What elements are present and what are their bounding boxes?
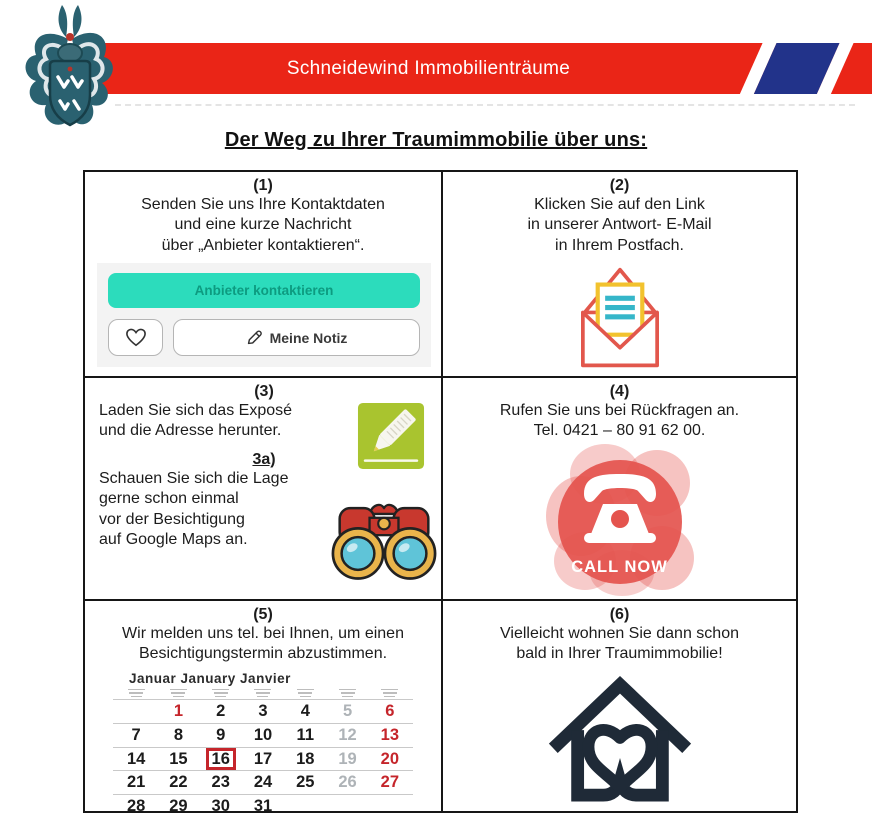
calendar-month-title: Januar January Janvier (129, 670, 291, 686)
step-3-cell (85, 378, 443, 601)
divider-rule (115, 104, 855, 106)
binoculars-icon (331, 494, 437, 584)
favorite-button[interactable] (108, 319, 163, 356)
calendar-day: 9 (216, 726, 226, 745)
calendar-week-row (113, 770, 413, 794)
heart-icon (125, 328, 147, 348)
page-title: Der Weg zu Ihrer Traumimmobilie über uns: (224, 129, 648, 151)
calendar-weekday-label (326, 688, 368, 700)
calendar-day: 23 (211, 773, 230, 792)
calendar-day: 19 (338, 749, 357, 768)
calendar-weekday-label (115, 688, 157, 700)
step-1-number: (1) (253, 177, 273, 194)
calendar-day: 10 (253, 726, 273, 745)
step-3-number: (3) (254, 383, 274, 400)
coat-of-arms-icon (20, 3, 120, 143)
calendar-day: 24 (253, 773, 273, 792)
step-5-line: Wir melden uns tel. bei Ihnen, um einen (122, 625, 404, 642)
step-3-line: und die Adresse herunter. (99, 422, 282, 440)
calendar-day: 21 (126, 773, 146, 792)
call-now-label: CALL NOW (571, 557, 668, 576)
calendar-week-row (113, 747, 413, 771)
calendar-day: 29 (169, 796, 188, 811)
calendar-day: 12 (338, 726, 357, 745)
calendar-week-row (113, 794, 413, 811)
step-4-cell (443, 378, 796, 601)
calendar-day: 26 (338, 773, 357, 792)
step-2-line: in Ihrem Postfach. (555, 236, 684, 254)
calendar-weekday-row (113, 688, 413, 700)
calendar-day: 15 (169, 749, 188, 768)
calendar-weekday-label (369, 688, 411, 700)
calendar-day-marked: 16 (200, 749, 242, 770)
pencil-icon (246, 329, 263, 346)
calendar-day: 5 (342, 702, 353, 721)
header-banner (75, 43, 872, 94)
my-note-button[interactable] (173, 319, 420, 356)
step-1-line: Senden Sie uns Ihre Kontaktdaten (141, 196, 385, 213)
calendar-day: 6 (385, 702, 395, 721)
calendar-day: 18 (296, 749, 315, 768)
step-6-cell (443, 601, 796, 811)
step-3a-line: vor der Besichtigung (99, 510, 245, 528)
step-3a-line: auf Google Maps an. (99, 531, 248, 549)
step-5-number: (5) (253, 606, 273, 623)
calendar-weekday-label (200, 688, 242, 700)
calendar-weekday-label (157, 688, 199, 700)
step-6-line: Vielleicht wohnen Sie dann schon (500, 625, 739, 642)
portal-widget (97, 263, 431, 367)
calendar-day (326, 796, 368, 811)
calendar-day: 13 (380, 726, 400, 745)
step-1-cell (85, 172, 443, 378)
step-5-line: Besichtigungstermin abzustimmen. (138, 645, 388, 663)
calendar-day: 11 (296, 726, 314, 745)
calendar-day (369, 796, 411, 811)
step-3a-number: 3a) (252, 450, 276, 468)
step-2-cell (443, 172, 796, 378)
step-3a-line: gerne schon einmal (99, 490, 239, 508)
calendar-day: 28 (126, 796, 146, 811)
step-2-line: in unserer Antwort- E-Mail (527, 216, 712, 234)
calendar-weeks (113, 699, 413, 811)
calendar-day: 25 (296, 773, 315, 792)
calendar (113, 671, 413, 811)
calendar-day (115, 701, 157, 722)
calendar-week-row (113, 723, 413, 747)
step-4-line: Rufen Sie uns bei Rückfragen an. (499, 402, 740, 419)
step-5-cell (85, 601, 443, 811)
calendar-day: 20 (380, 749, 400, 768)
banner-title: Schneidewind Immobilienträume (286, 58, 571, 79)
call-now-badge (544, 446, 696, 598)
step-1-line: und eine kurze Nachricht (174, 216, 352, 234)
calendar-day: 7 (131, 726, 141, 745)
steps-table (83, 170, 798, 813)
step-6-number: (6) (609, 606, 630, 623)
telephone-icon (570, 464, 670, 548)
calendar-week-row (113, 699, 413, 723)
calendar-day: 1 (173, 702, 184, 721)
calendar-day: 17 (253, 749, 273, 768)
calendar-day: 30 (211, 796, 230, 811)
calendar-weekday-label (284, 688, 326, 700)
calendar-day: 27 (380, 773, 400, 792)
step-2-line: Klicken Sie auf den Link (534, 196, 705, 213)
step-6-line: bald in Ihrer Traumimmobilie! (516, 645, 723, 663)
calendar-day: 3 (258, 702, 268, 721)
step-3-line: Laden Sie sich das Exposé (99, 402, 293, 419)
calendar-weekday-label (242, 688, 284, 700)
step-1-line: über „Anbieter kontaktieren“. (161, 236, 365, 254)
step-2-number: (2) (609, 177, 630, 194)
step-3a-line: Schauen Sie sich die Lage (99, 469, 289, 487)
pencil-note-icon (357, 402, 425, 470)
house-heart-icon (543, 671, 697, 803)
calendar-day: 14 (126, 749, 146, 768)
my-note-label: Meine Notiz (269, 329, 348, 346)
calendar-day: 8 (173, 726, 184, 745)
step-4-line: Tel. 0421 – 80 91 62 00. (533, 422, 706, 440)
calendar-day: 4 (300, 702, 310, 721)
calendar-day: 31 (253, 796, 273, 811)
contact-provider-button[interactable]: Anbieter kontaktieren (108, 273, 420, 308)
calendar-day (284, 796, 326, 811)
calendar-day: 2 (216, 702, 226, 721)
calendar-day: 22 (169, 773, 188, 792)
open-envelope-icon (571, 266, 669, 370)
step-4-number: (4) (609, 383, 630, 400)
